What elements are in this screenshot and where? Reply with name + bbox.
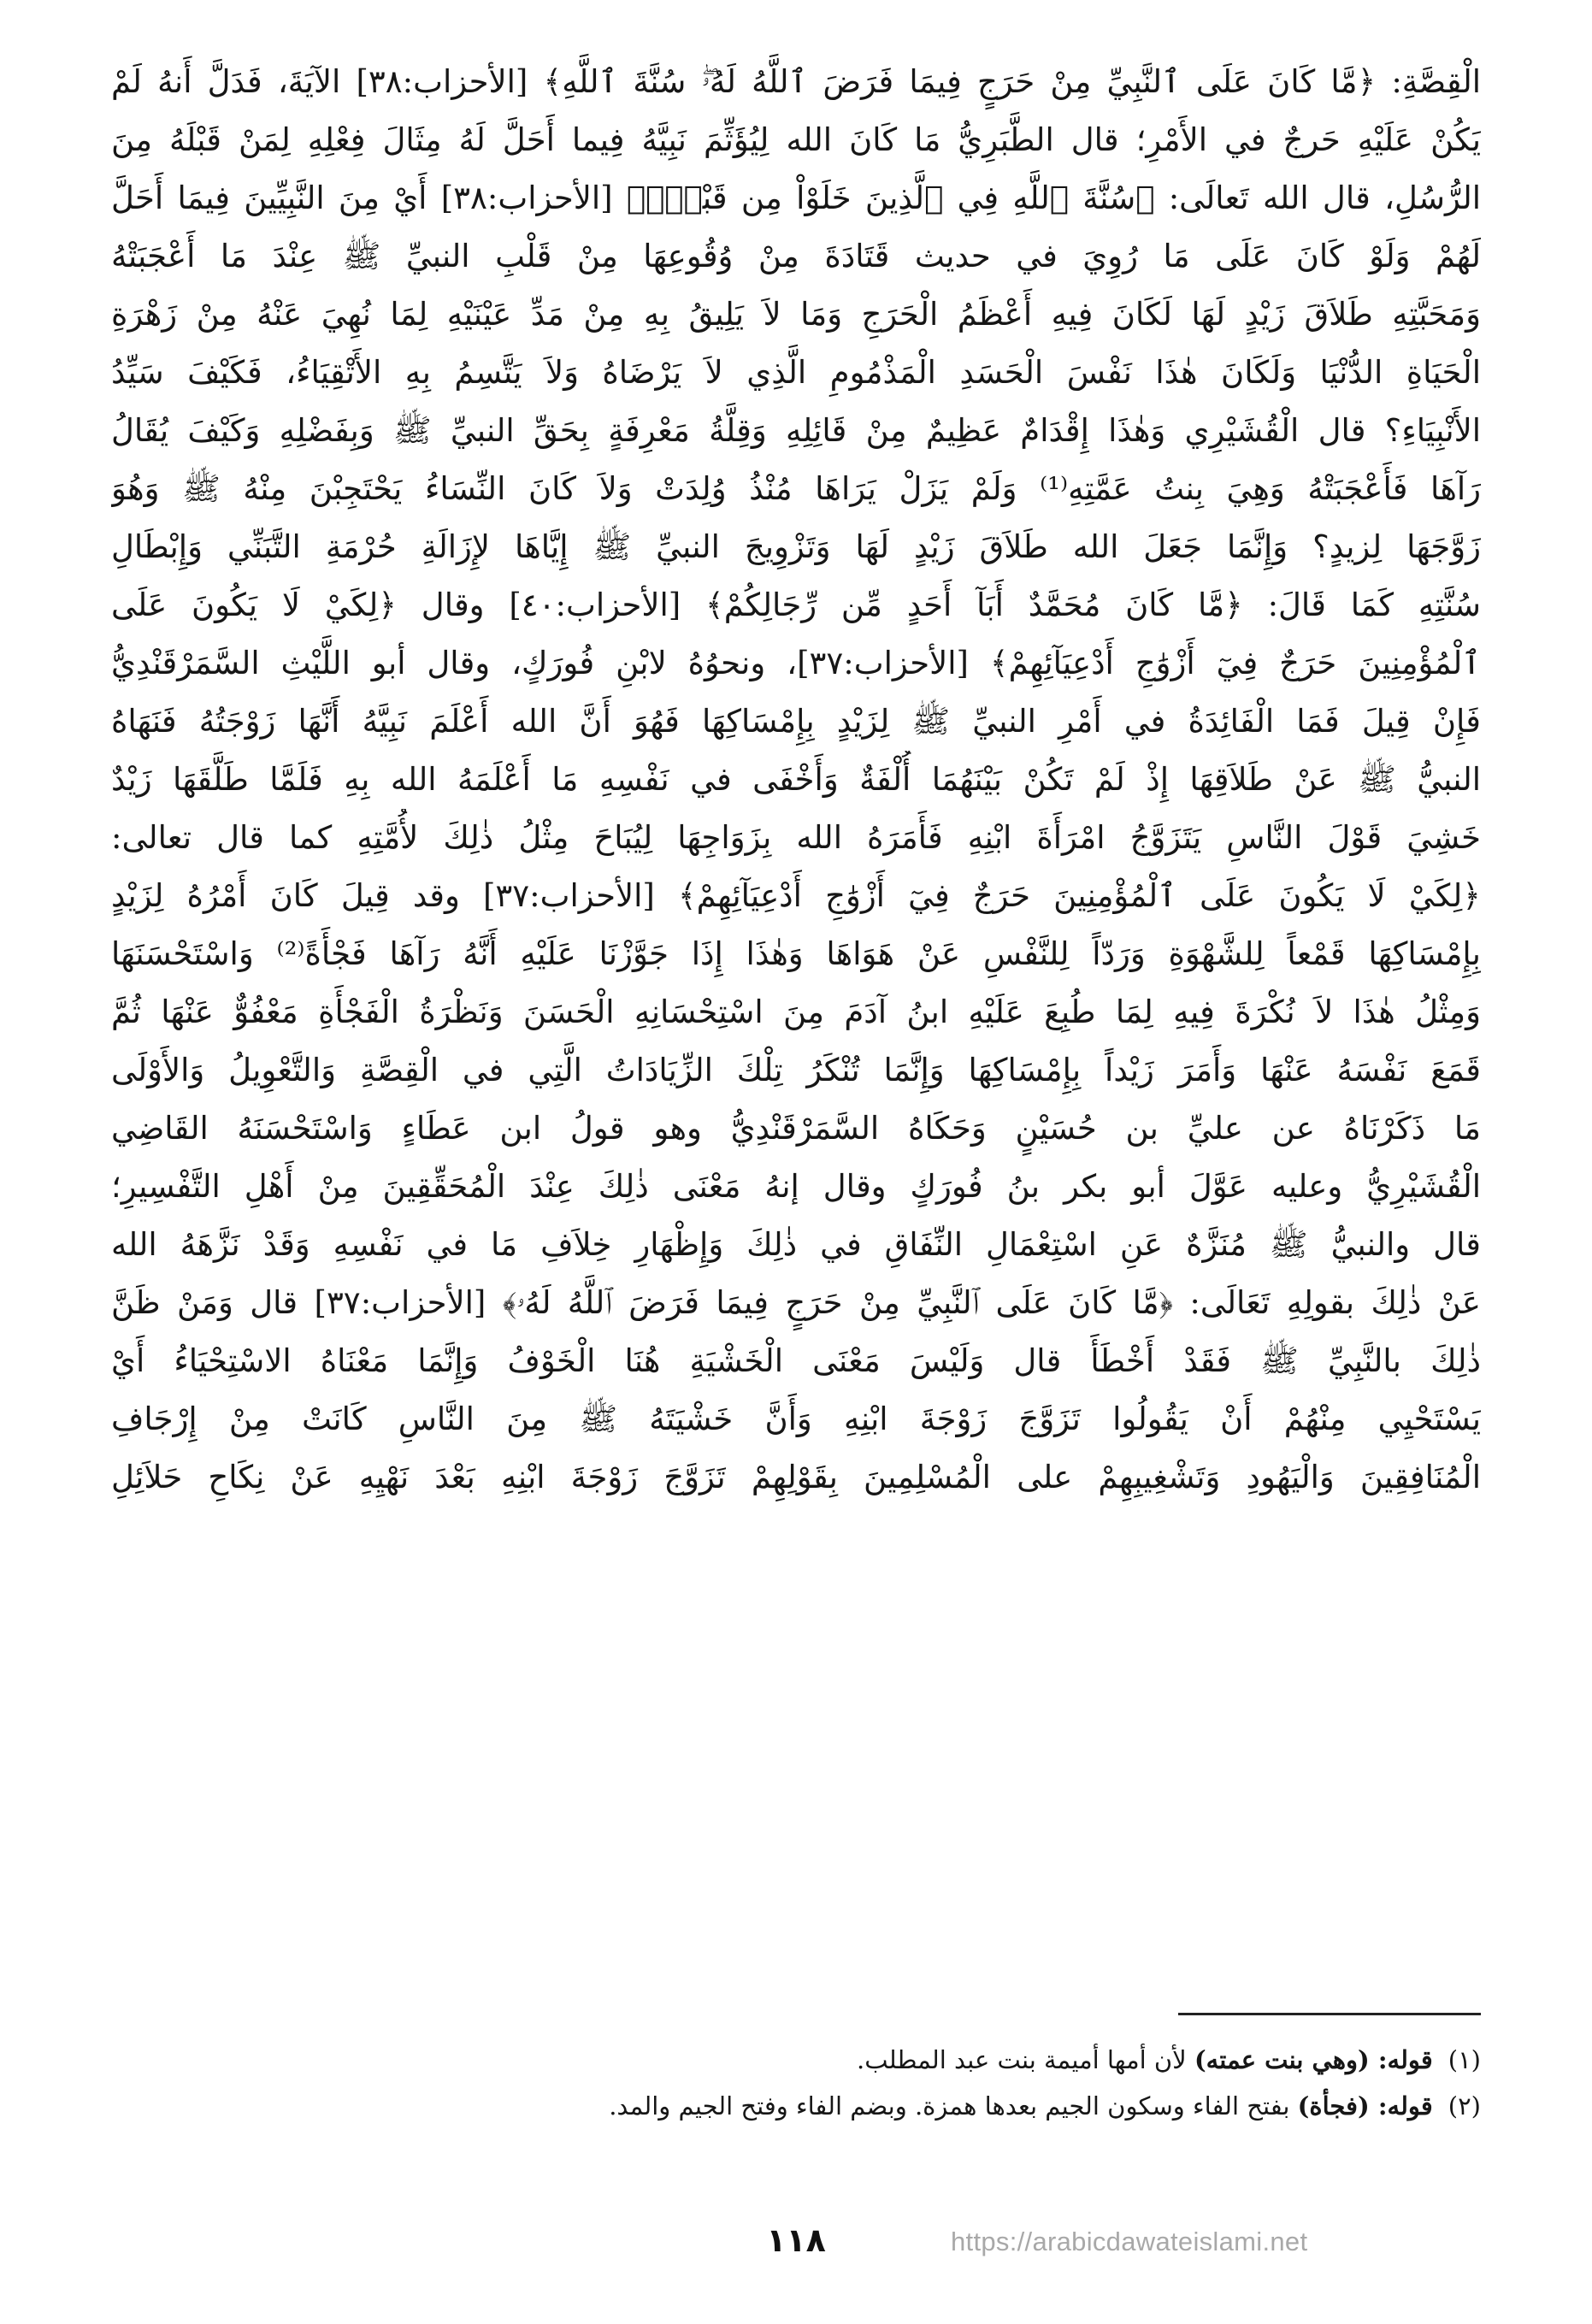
text-line-4: لَهُمْ وَلَوْ كَانَ عَلَى مَا رُوِيَ في حديث قَتَادَةَ مِنْ وُقُوعِهَا مِنْ قَلْبِ النبيِّ ﷺ عِنْدَ مَا أَعْجَبَتْهُ [111,238,1481,274]
text-line-18: قَمَعَ نَفْسَهُ عَنْهَا وَأَمَرَ زَيْداً بِإِمْسَاكِهَا وَإِنَّمَا تُنْكَرُ تِلْكَ الزِّيَادَاتُ الَّتِي في الْقِصَّةِ وَالتَّعْوِيلُ وَالأَوْلَى [111,1052,1481,1088]
text-line-25: الْمُنَافِقِينَ وَالْيَهُودِ وَتَشْغِيبِهِمْ على الْمُسْلِمِينَ بِقَوْلِهِمْ تَزَوَّجَ زَوْجَةَ ابْنِهِ بَعْدَ نَهْيِهِ عَنْ نِكَاحِ حَلاَئِلِ [111,1459,1481,1495]
text-line-5: وَمَحَبَّتِهِ طَلاَقَ زَيْدٍ لَهَا لَكَانَ فِيهِ أَعْظَمُ الْحَرَجِ وَمَا لاَ يَلِيقُ بِهِ مِنْ مَدِّ عَيْنَيْهِ لِمَا نُهِيَ عَنْهُ مِنْ زَهْرَةِ [111,296,1481,333]
footnote-number: (٢) [1448,2091,1481,2121]
text-line-2: يَكُنْ عَلَيْهِ حَرجٌ في الأَمْرِ؛ قال الطَّبَرِيُّ مَا كَانَ الله لِيُؤَثِّمَ نَبِيَّهُ فِيما أَحَلَّ لَهُ مِثَالَ فِعْلِهِ لِمَنْ قَبْلَهُ مِنَ [111,121,1481,158]
text-line-17: وَمِثْلُ هٰذَا لاَ نُكْرَةَ فِيهِ لِمَا طُبِعَ عَلَيْهِ ابنُ آدَمَ مِنَ اسْتِحْسَانِهِ الْحَسَنَ وَنَظْرَةُ الْفَجْأَةِ مَعْفُوٌّ عَنْهَا ثُمَّ [111,994,1481,1030]
text-line-19: مَا ذَكَرْنَاهُ عن عليِّ بن حُسَيْنٍ وَحَكَاهُ السَّمَرْقَنْدِيُّ وهو قولُ ابن عَطَاءٍ وَاسْتَحْسَنَهُ القَاضِي [111,1110,1481,1147]
footnote-text: بفتح الفاء وسكون الجيم بعدها همزة. وبضم الفاء وفتح الجيم والمد. [609,2091,1298,2121]
footnote-divider [1178,2013,1481,2015]
text-line-22: عَنْ ذٰلِكَ بقولِهِ تَعَالَى: ﴿مَّا كَانَ عَلَى ٱلنَّبِيِّ مِنْ حَرَجٍ فِيمَا فَرَضَ ٱللَّهُ لَهُۥ﴾ [الأحزاب:٣٧] قال وَمَنْ ظَنَّ [111,1284,1481,1321]
text-line-1: الْقِصَّةِ: ﴿مَّا كَانَ عَلَى ٱلنَّبِيِّ مِنْ حَرَجٍ فِيمَا فَرَضَ ٱللَّهُ لَهُۥۖ سُنَّةَ ٱللَّهِ﴾ [الأحزاب:٣٨] الآيَةَ، فَدَلَّ أَنهُ لَمْ [111,63,1481,100]
watermark-url: https://arabicdawateislami.net [951,2227,1308,2256]
text-line-13: النبيُّ ﷺ عَنْ طَلاَقِهَا إِذْ لَمْ تَكُنْ بَيْنَهُمَا أُلْفَةٌ وَأَخْفَى في نَفْسِهِ مَا أَعْلَمَهُ الله بِهِ فَلَمَّا طَلَّقَهَا زَيْدٌ [111,761,1481,798]
page-number: ١١٨ [766,2221,826,2259]
text-line-20: الْقُشَيْرِيُّ وعليه عَوَّلَ أبو بكر بنُ فُورَكٍ وقال إنهُ مَعْنَى ذٰلِكَ عِنْدَ الْمُحَقِّقِينَ مِنْ أَهْلِ التَّفْسِيرِ؛ [111,1168,1481,1205]
footnote-text: لأن أمها أميمة بنت عبد المطلب. [857,2045,1194,2074]
text-line-14: خَشِيَ قَوْلَ النَّاسِ يَتَزَوَّجُ امْرَأَةَ ابْنِهِ فَأَمَرَهُ الله بِزَوَاجِهَا لِيُبَاحَ مِثْلُ ذٰلِكَ لأُمَّتِهِ كما قال تعالى: [111,819,1481,856]
footnote-label: قوله: (فجأة) [1297,2091,1433,2121]
text-line-24: يَسْتَحْيِي مِنْهُمْ أَنْ يَقُولُوا تَزَوَّجَ زَوْجَةَ ابْنِهِ وَأَنَّ خَشْيَتَهُ ﷺ مِنَ النَّاسِ كَانَتْ مِنْ إِرْجَافِ [111,1401,1481,1437]
text-line-21: قال والنبيُّ ﷺ مُنَزَّهٌ عَنِ اسْتِعْمَالِ النِّفَاقِ في ذٰلِكَ وَإِظْهَارِ خِلاَفِ مَا في نَفْسِهِ وَقَدْ نَزَّهَهُ الله [111,1226,1481,1263]
text-line-7: الأَنْبِيَاءِ؟ قال الْقُشَيْرِي وَهٰذَا إِقْدَامٌ عَظِيمٌ مِنْ قَائِلِهِ وَقِلَّةُ مَعْرِفَةٍ بِحَقِّ النبيِّ ﷺ وَبِفَضْلِهِ وَكَيْفَ يُقَالُ [111,412,1481,449]
text-line-23: ذٰلِكَ بالنَّبِيِّ ﷺ فَقَدْ أَخْطَأَ قال وَلَيْسَ مَعْنَى الْخَشْيَةِ هُنَا الْخَوْفُ وَإِنَّمَا مَعْنَاهُ الاسْتِحْيَاءُ أَيْ [111,1342,1481,1379]
text-line-8: رَآهَا فَأَعْجَبَتْهُ وَهِيَ بِنتُ عَمَّتِهِ⁽¹⁾ وَلَمْ يَزَلْ يَرَاهَا مُنْذُ وُلِدَتْ وَلاَ كَانَ النِّسَاءُ يَحْتَجِبْنَ مِنْهُ ﷺ وَهُوَ [111,470,1481,507]
footnote-number: (١) [1448,2045,1481,2074]
text-line-12: فَإِنْ قِيلَ فَمَا الْفَائِدَةُ في أَمْرِ النبيِّ ﷺ لِزَيْدٍ بِإِمْسَاكِهَا فَهُوَ أَنَّ الله أَعْلَمَ نَبِيَّهُ أَنَّهَا زَوْجَتُهُ فَنَهَاهُ [111,703,1481,740]
footnotes [308,2037,1481,2129]
footnote-label: قوله: (وهي بنت عمته) [1194,2045,1433,2074]
text-line-15: ﴿لِكَيْ لَا يَكُونَ عَلَى ٱلْمُؤْمِنِينَ حَرَجٌ فِيٓ أَزْوَٰجِ أَدْعِيَآئِهِمْ﴾ [الأحزاب:٣٧] وقد قِيلَ كَانَ أَمْرُهُ لِزَيْدٍ [111,877,1481,914]
text-line-11: ٱلْمُؤْمِنِينَ حَرَجٌ فِيٓ أَزْوَٰجِ أَدْعِيَآئِهِمْ﴾ [الأحزاب:٣٧]، ونحوُهُ لابْنِ فُورَكٍ، وقال أبو اللَّيْثِ السَّمَرْقَنْدِيُّ [111,645,1481,681]
text-line-16: بِإِمْسَاكِهَا قَمْعاً لِلشَّهْوَةِ وَرَدّاً لِلنَّفْسِ عَنْ هَوَاهَا وَهٰذَا إِذَا جَوَّزْنَا عَلَيْهِ أَنَّهُ رَآهَا فَجْأَةً⁽²⁾ وَاسْتَحْسَنَهَا [111,935,1481,972]
text-line-3: الرُّسُلِ، قال الله تَعالَى: ﴿سُنَّةَ ٱللَّهِ فِي ٱلَّذِينَ خَلَوْاْ مِن قَبْلُۚ﴾ [الأحزاب:٣٨] أَيْ مِنَ النَّبِيِّينَ فِيمَا أَحَلَّ [111,180,1481,216]
text-line-6: الْحَيَاةِ الدُّنْيَا وَلَكَانَ هٰذَا نَفْسَ الْحَسَدِ الْمَذْمُومِ الَّذِي لاَ يَرْضَاهُ وَلاَ يَتَّسِمُ بِهِ الأَتْقِيَاءُ، فَكَيْفَ سَيِّدُ [111,354,1481,391]
footnote-1 [308,2037,1481,2083]
text-line-10: سُنَّتِهِ كَمَا قَالَ: ﴿مَّا كَانَ مُحَمَّدٌ أَبَآ أَحَدٍ مِّن رِّجَالِكُمْ﴾ [الأحزاب:٤٠] وقال ﴿لِكَيْ لَا يَكُونَ عَلَى [111,587,1481,623]
text-line-9: زَوَّجَهَا لِزيدٍ؟ وَإِنَّمَا جَعَلَ الله طَلاَقَ زَيْدٍ لَهَا وَتَزْوِيجَ النبيِّ ﷺ إِيَّاهَا لإِزَالَةِ حُرْمَةِ التَّبَنِّي وَإِبْطَالِ [111,528,1481,565]
main-text [111,53,1481,1507]
footnote-2 [308,2083,1481,2129]
